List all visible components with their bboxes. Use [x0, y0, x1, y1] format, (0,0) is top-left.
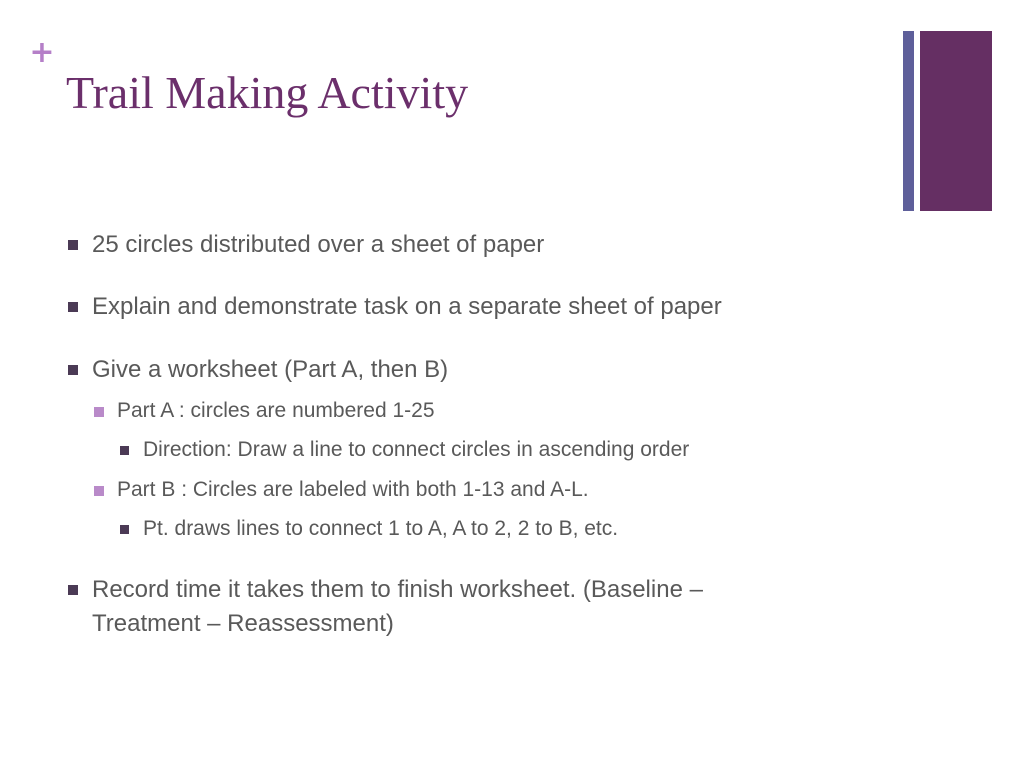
bullet-text: Record time it takes them to finish worksheet. (Baseline –	[92, 576, 703, 603]
bullet-text: Pt. draws lines to connect 1 to A, A to 2, 2 to B, etc.	[143, 517, 619, 540]
square-bullet-icon	[68, 240, 78, 250]
bullet-text-continuation: Treatment – Reassessment)	[92, 610, 394, 637]
bullet-text: Part B : Circles are labeled with both 1-13 and A-L.	[117, 478, 589, 501]
accent-bar-thin	[903, 31, 914, 211]
square-bullet-icon	[94, 407, 104, 417]
bullet-text: Direction: Draw a line to connect circles in ascending order	[143, 438, 690, 461]
bullet-text: Give a worksheet (Part A, then B)	[92, 356, 449, 383]
bullet-text: 25 circles distributed over a sheet of paper	[92, 231, 545, 258]
plus-mark-icon: +	[29, 35, 55, 70]
bullet-text: Part A : circles are numbered 1-25	[117, 399, 435, 422]
bullet-text: Explain and demonstrate task on a separate sheet of paper	[92, 293, 722, 320]
slide-title: Trail Making Activity	[66, 67, 469, 118]
square-bullet-icon	[120, 525, 129, 534]
square-bullet-icon	[68, 585, 78, 595]
accent-bar-thick	[920, 31, 992, 211]
square-bullet-icon	[68, 302, 78, 312]
square-bullet-icon	[120, 446, 129, 455]
square-bullet-icon	[68, 365, 78, 375]
square-bullet-icon	[94, 486, 104, 496]
